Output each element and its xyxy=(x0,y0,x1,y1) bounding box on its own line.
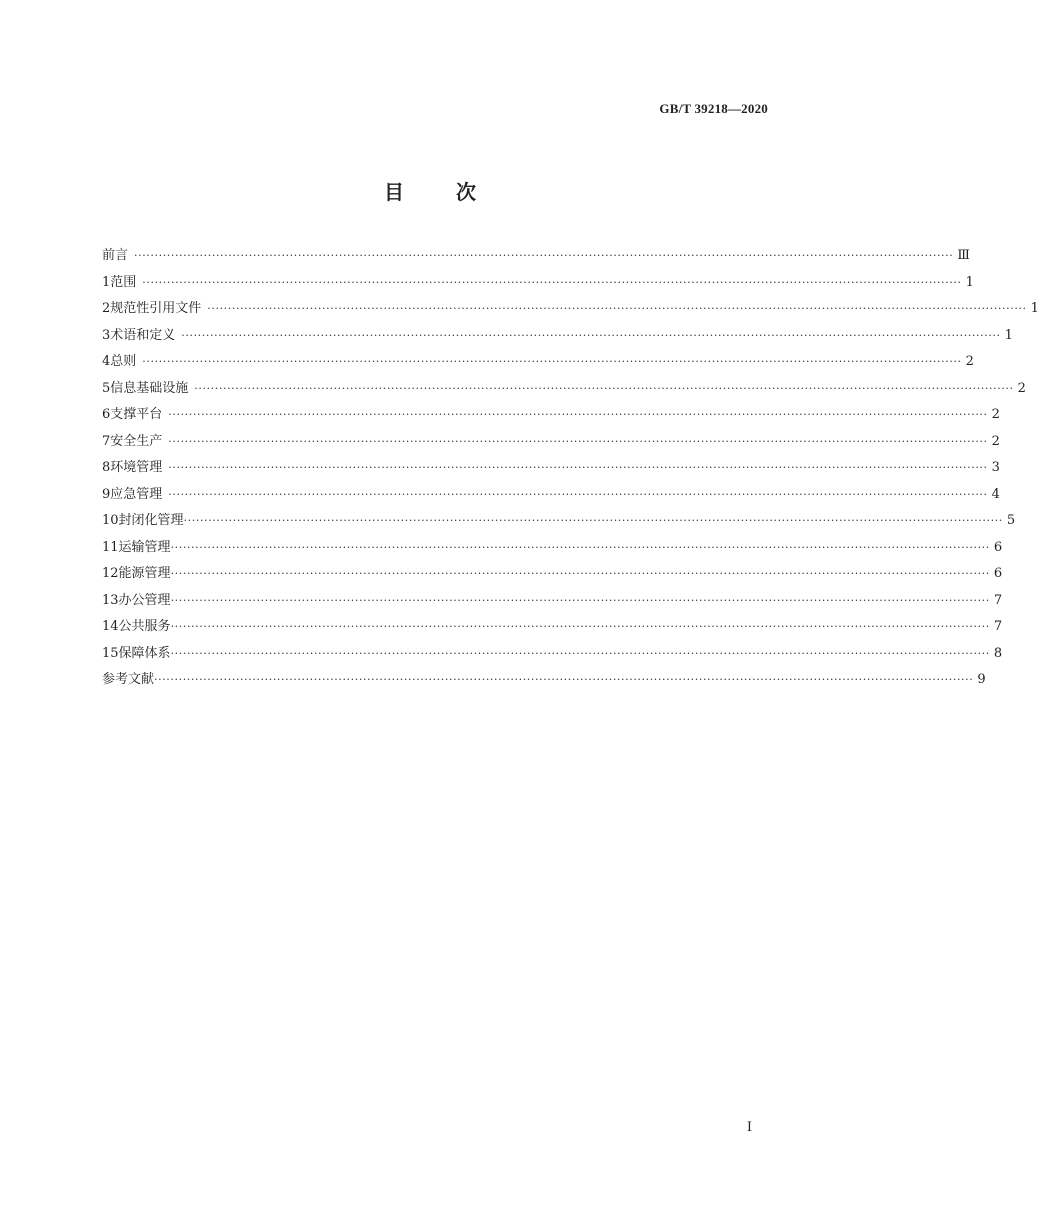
toc-leader-dots: ········································································································································································································ xyxy=(168,461,988,474)
toc-entry-9[interactable] xyxy=(102,483,1000,510)
toc-entry-page: 5 xyxy=(1006,513,1016,528)
toc-entry-number: 8 xyxy=(102,460,111,475)
toc-entry-page: 7 xyxy=(993,592,1003,608)
toc-entry-number: 6 xyxy=(102,407,111,422)
toc-entry-label: 总则 xyxy=(110,354,137,369)
toc-entry-label: 术语和定义 xyxy=(110,327,176,343)
toc-entry-number: 12 xyxy=(102,566,119,581)
toc-entry-page: 1 xyxy=(965,274,974,290)
toc-entry-10[interactable] xyxy=(102,509,1016,536)
toc-entry-page: 1 xyxy=(1004,327,1013,343)
toc-entry-label: 环境管理 xyxy=(110,460,163,475)
toc-entry-bibliography[interactable] xyxy=(102,668,986,695)
toc-entry-page: 3 xyxy=(991,460,1000,475)
toc-entry-number: 9 xyxy=(102,486,111,502)
toc-entry-12[interactable] xyxy=(102,562,1003,589)
toc-leader-dots: ········································································································································································································ xyxy=(168,487,988,501)
toc-leader-dots: ········································································································································································································ xyxy=(170,540,990,554)
toc-entry-label: 运输管理 xyxy=(118,539,171,555)
toc-entry-number: 2 xyxy=(102,301,111,316)
standard-number: GB/T 39218—2020 xyxy=(659,101,768,116)
toc-entry-11[interactable] xyxy=(102,536,1003,563)
toc-entry-number: 7 xyxy=(102,433,111,449)
toc-entry-page: 9 xyxy=(977,672,986,687)
title-char-1: 目 xyxy=(384,180,404,204)
toc-leader-dots: ········································································································································································································ xyxy=(170,620,990,633)
toc-entry-label: 规范性引用文件 xyxy=(110,301,202,316)
toc-entry-13[interactable] xyxy=(102,589,1003,616)
title-char-2: 次 xyxy=(456,180,476,204)
toc-leader-dots: ········································································································································································································ xyxy=(168,434,988,448)
toc-entry-number: 15 xyxy=(102,645,119,661)
toc-entry-page: 2 xyxy=(991,407,1000,422)
page-title xyxy=(0,176,860,205)
toc-entry-8[interactable] xyxy=(102,456,1000,483)
toc-entry-page: 2 xyxy=(1017,380,1026,396)
toc-leader-dots: ········································································································································································································ xyxy=(194,381,1014,395)
toc-entry-label: 安全生产 xyxy=(110,433,163,449)
toc-leader-dots: ········································································································································································································ xyxy=(170,646,990,660)
toc-entry-label: 参考文献 xyxy=(102,672,155,687)
toc-leader-dots: ········································································································································································································ xyxy=(170,567,990,580)
toc-entry-label: 办公管理 xyxy=(118,592,171,608)
toc-entry-page: 7 xyxy=(993,619,1003,634)
toc-entry-label: 封闭化管理 xyxy=(118,513,184,528)
toc-leader-dots: ········································································································································································································ xyxy=(207,302,1027,315)
toc-entry-label: 信息基础设施 xyxy=(110,380,189,396)
toc-entry-number: 5 xyxy=(102,380,111,396)
toc-entry-label: 保障体系 xyxy=(118,645,171,661)
toc-entry-number: 10 xyxy=(102,513,119,528)
toc-entry-label: 能源管理 xyxy=(118,566,171,581)
toc-entry-page: 6 xyxy=(993,566,1003,581)
toc-entry-page: 2 xyxy=(991,433,1000,449)
toc-leader-dots: ········································································································································································································ xyxy=(181,328,1001,342)
toc-entry-page: 4 xyxy=(991,486,1000,502)
toc-entry-foreword[interactable] xyxy=(102,244,970,271)
toc-entry-6[interactable] xyxy=(102,403,1000,430)
toc-entry-number: 13 xyxy=(102,592,119,608)
toc-entry-3[interactable] xyxy=(102,324,1013,351)
toc-entry-5[interactable] xyxy=(102,377,1026,404)
toc-entry-7[interactable] xyxy=(102,430,1000,457)
toc-leader-dots: ········································································································································································································ xyxy=(142,355,962,368)
toc-entry-label: 公共服务 xyxy=(118,619,171,634)
toc-entry-1[interactable] xyxy=(102,271,974,298)
toc-entry-page: 6 xyxy=(993,539,1003,555)
toc-leader-dots: ········································································································································································································ xyxy=(154,673,974,686)
toc-entry-15[interactable] xyxy=(102,642,1003,669)
table-of-contents xyxy=(102,244,1039,695)
toc-entry-4[interactable] xyxy=(102,350,974,377)
toc-leader-dots: ········································································································································································································ xyxy=(170,593,990,607)
toc-entry-label: 前言 xyxy=(102,248,129,263)
toc-entry-number: 14 xyxy=(102,619,119,634)
toc-entry-label: 应急管理 xyxy=(110,486,163,502)
toc-entry-page: 2 xyxy=(965,354,974,369)
toc-entry-page: 8 xyxy=(993,645,1003,661)
toc-entry-14[interactable] xyxy=(102,615,1003,642)
toc-entry-number: 11 xyxy=(102,539,119,555)
toc-entry-label: 支撑平台 xyxy=(110,407,163,422)
toc-entry-number: 1 xyxy=(102,274,111,290)
toc-leader-dots: ········································································································································································································ xyxy=(183,514,1003,527)
toc-entry-label: 范围 xyxy=(110,274,137,290)
toc-leader-dots: ········································································································································································································ xyxy=(134,249,954,262)
toc-entry-number: 3 xyxy=(102,327,111,343)
toc-entry-number: 4 xyxy=(102,354,111,369)
toc-entry-2[interactable] xyxy=(102,297,1039,324)
toc-leader-dots: ········································································································································································································ xyxy=(142,275,962,289)
page-folio: I xyxy=(746,1120,752,1135)
toc-entry-page: Ⅲ xyxy=(957,248,970,263)
toc-entry-page: 1 xyxy=(1030,301,1039,316)
toc-leader-dots: ········································································································································································································ xyxy=(168,408,988,421)
